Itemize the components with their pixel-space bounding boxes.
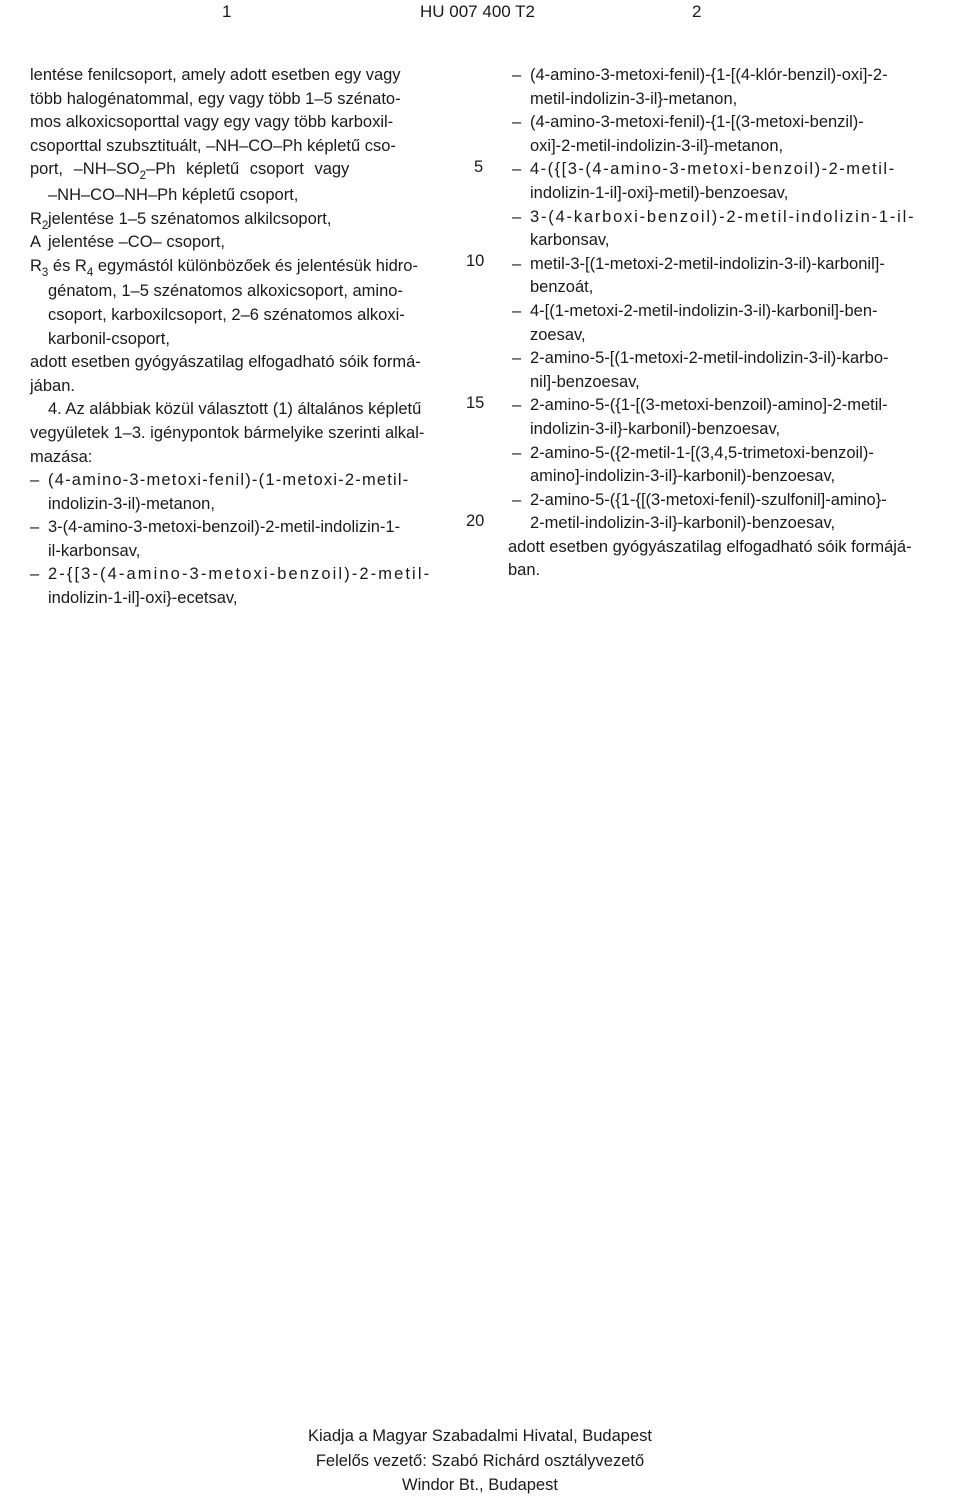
text-line: adott esetben gyógyászatilag elfogadható sóik formá- <box>30 353 421 372</box>
symbol-a: A <box>30 233 42 252</box>
symbol-r3: $R_3$ <box>30 256 49 279</box>
text-line: mos alkoxicsoporttal vagy egy vagy több karboxil- <box>30 113 394 132</box>
line-number: 5 <box>474 158 484 176</box>
symbol-r2: $R_2$ <box>30 209 49 232</box>
definition-r3-r4 <box>30 255 450 281</box>
dash-bullet: – <box>512 396 522 415</box>
line-number: 15 <box>466 394 485 412</box>
line-number: 10 <box>466 252 485 270</box>
text-line <box>30 158 450 184</box>
dash-bullet: – <box>512 254 522 273</box>
text-line: oxi]-2-metil-indolizin-3-il}-metanon, <box>530 136 784 155</box>
text-line: 2-metil-indolizin-3-il}-karbonil)-benzoesav, <box>530 514 836 533</box>
text-line: ban. <box>508 561 541 580</box>
definition-a <box>30 231 450 255</box>
compound-item: – (4-amino-3-metoxi-fenil)-{1-[(3-metoxi-benzil)- <box>512 111 958 135</box>
dash-bullet: – <box>30 518 40 537</box>
claim-4-heading: 4. Az alábbiak közül választott (1) általános képletű <box>48 400 422 419</box>
compound-item: – 2-amino-5-({1-{[(3-metoxi-fenil)-szulfonil]-amino}- <box>512 489 958 513</box>
footer-publisher: Kiadja a Magyar Szabadalmi Hivatal, Budapest <box>308 1427 652 1445</box>
definition-text: jelentése –CO– csoport, <box>48 233 226 252</box>
text-line: indolizin-1-il]-oxi}-metil)-benzoesav, <box>530 183 789 202</box>
text-line: génatom, 1–5 szénatomos alkoxicsoport, amino- <box>48 282 403 301</box>
dash-bullet: – <box>512 160 522 179</box>
text-line: –NH–CO–NH–Ph képletű csoport, <box>48 185 299 204</box>
line-number: 20 <box>466 512 485 530</box>
compound-item: – 4-[(1-metoxi-2-metil-indolizin-3-il)-karbonil]-ben- <box>512 300 958 324</box>
text-line: indolizin-3-il)-metanon, <box>48 494 215 513</box>
footer-responsible: Felelős vezető: Szabó Richárd osztályvezető <box>315 1451 645 1470</box>
text-line: zoesav, <box>530 325 586 344</box>
right-column <box>508 64 958 583</box>
text-line: benzoát, <box>530 278 594 297</box>
text-line: csoport, karboxilcsoport, 2–6 szénatomos alkoxi- <box>48 305 405 324</box>
text-line: vegyületek 1–3. igénypontok bármelyike szerinti alkal- <box>30 423 425 442</box>
dash-bullet: – <box>30 565 40 584</box>
subscript: 2 <box>139 170 147 183</box>
compound-item: – 2-amino-5-[(1-metoxi-2-metil-indolizin-3-il)-karbo- <box>512 347 958 371</box>
dash-bullet: – <box>512 349 522 368</box>
footer-printer: Windor Bt., Budapest <box>402 1476 558 1495</box>
text-line: több halogénatommal, egy vagy több 1–5 szénato- <box>30 89 401 108</box>
text-line: karbonsav, <box>530 231 610 250</box>
compound-item: – metil-3-[(1-metoxi-2-metil-indolizin-3-il)-karbonil]- <box>512 253 958 277</box>
compound-item: – 3-(4-amino-3-metoxi-benzoil)-2-metil-indolizin-1- <box>30 516 450 540</box>
text-fragment: –Ph képletű csoport vagy <box>146 160 350 179</box>
text-line: mazása: <box>30 447 93 466</box>
dash-bullet: – <box>512 443 522 462</box>
compound-item: – 2-amino-5-({1-[(3-metoxi-benzoil)-amino]-2-metil- <box>512 394 958 418</box>
definition-text: egymástól különbözőek és jelentésük hidro- <box>97 256 418 275</box>
compound-item: – 2-amino-5-({2-metil-1-[(3,4,5-trimetoxi-benzoil)- <box>512 442 958 466</box>
symbol-r4: és $R_4$ <box>52 256 94 279</box>
document-id: HU 007 400 T2 <box>420 2 535 21</box>
compound-item: – 3-(4-karboxi-benzoil)-2-metil-indolizin-1-il- <box>512 206 958 230</box>
text-line: il-karbonsav, <box>48 541 141 560</box>
page-number-right: 2 <box>692 2 702 21</box>
compound-item: – (4-amino-3-metoxi-fenil)-{1-[(4-klór-benzil)-oxi]-2- <box>512 64 958 88</box>
dash-bullet: – <box>512 66 522 84</box>
dash-bullet: – <box>512 207 522 226</box>
left-column <box>30 64 450 611</box>
compound-item: – 2-{[3-(4-amino-3-metoxi-benzoil)-2-metil- <box>30 563 450 587</box>
compound-item: – 4-({[3-(4-amino-3-metoxi-benzoil)-2-metil- <box>512 158 958 182</box>
definition-text: jelentése 1–5 szénatomos alkilcsoport, <box>48 209 332 228</box>
dash-bullet: – <box>512 301 522 320</box>
text-fragment: port, –NH–SO <box>30 160 140 179</box>
compound-item: – (4-amino-3-metoxi-fenil)-(1-metoxi-2-metil- <box>30 469 450 493</box>
text-line: nil]-benzoesav, <box>530 372 640 391</box>
text-line: lentése fenilcsoport, amely adott esetben egy vagy <box>30 66 401 84</box>
text-line: csoporttal szubsztituált, –NH–CO–Ph képletű cso- <box>30 136 396 155</box>
text-line: jában. <box>30 376 75 395</box>
text-line: adott esetben gyógyászatilag elfogadható sóik formájá- <box>508 537 912 556</box>
text-line: indolizin-1-il]-oxi}-ecetsav, <box>48 589 238 608</box>
dash-bullet: – <box>30 471 40 490</box>
dash-bullet: – <box>512 113 522 132</box>
text-line: amino]-indolizin-3-il}-karbonil)-benzoesav, <box>530 467 836 486</box>
definition-r2 <box>30 208 450 232</box>
text-line: indolizin-3-il}-karbonil)-benzoesav, <box>530 419 781 438</box>
text-line: karbonil-csoport, <box>48 329 170 348</box>
text-line: metil-indolizin-3-il}-metanon, <box>530 89 738 108</box>
dash-bullet: – <box>512 490 522 509</box>
page-number-left: 1 <box>222 2 232 21</box>
publisher-footer <box>0 1424 960 1498</box>
